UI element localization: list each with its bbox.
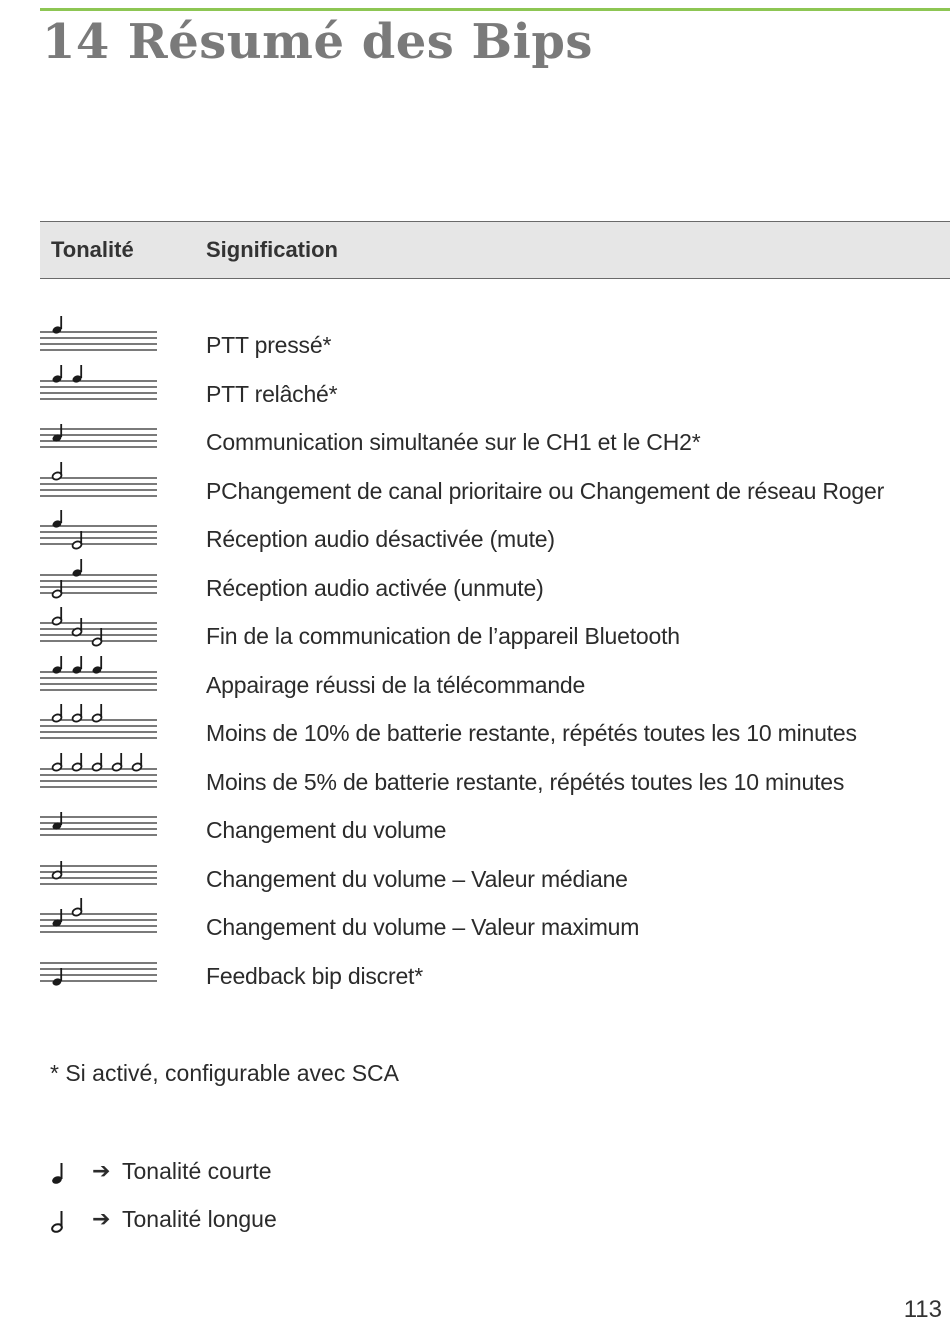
- long-note-icon: [72, 531, 83, 550]
- long-note-icon: [52, 704, 63, 723]
- tone-staff: [40, 510, 160, 554]
- row-meaning: Feedback bip discret*: [206, 962, 423, 989]
- long-note-icon: [52, 607, 63, 626]
- table-row: [40, 381, 950, 421]
- tone-staff: [40, 365, 160, 409]
- long-note-icon: [112, 753, 123, 772]
- row-meaning: Appairage réussi de la télécommande: [206, 671, 586, 698]
- row-meaning: Réception audio activée (unmute): [206, 574, 544, 601]
- row-meaning: Moins de 5% de batterie restante, répétés toutes les 10 minutes: [206, 768, 845, 795]
- tone-staff: [40, 850, 160, 894]
- long-note-icon: [92, 753, 103, 772]
- legend-short-label: Tonalité courte: [122, 1158, 272, 1184]
- table-row: [40, 623, 950, 663]
- row-meaning: Fin de la communication de l’appareil Bluetooth: [206, 623, 680, 649]
- page-number: 113: [903, 1296, 942, 1323]
- row-meaning: PTT pressé*: [206, 332, 332, 358]
- table-header: [40, 221, 950, 279]
- long-note-icon: [72, 898, 83, 917]
- table-row: [40, 332, 950, 372]
- table-row: [40, 526, 950, 566]
- table-row: [40, 866, 950, 906]
- short-note-icon: [52, 909, 63, 928]
- long-note-icon: [72, 704, 83, 723]
- tone-staff: [40, 704, 160, 748]
- tone-staff: [40, 316, 160, 360]
- chapter-number: 14: [42, 14, 110, 70]
- long-note-icon: [72, 618, 83, 637]
- long-note-icon: [52, 462, 63, 481]
- page-title: [42, 14, 593, 70]
- tone-staff: [40, 413, 160, 457]
- column-header-meaning: Signification: [206, 237, 338, 262]
- short-note-icon: [52, 812, 63, 831]
- table-row: [40, 478, 950, 518]
- tone-staff: [40, 559, 160, 603]
- footnote: * Si activé, configurable avec SCA: [50, 1060, 400, 1086]
- long-note-icon: [72, 753, 83, 772]
- tone-staff: [40, 947, 160, 991]
- table-row: [40, 914, 950, 954]
- row-meaning: PChangement de canal prioritaire ou Changement de réseau Roger: [206, 477, 885, 504]
- row-meaning: Changement du volume – Valeur médiane: [206, 865, 628, 892]
- long-note-icon: [92, 628, 103, 647]
- short-note-icon: [52, 424, 63, 443]
- tone-staff: [40, 753, 160, 797]
- long-note-icon: [52, 753, 63, 772]
- table-row: [40, 672, 950, 712]
- long-note-icon: [50, 1208, 70, 1234]
- row-meaning: Changement du volume – Valeur maximum: [206, 914, 640, 940]
- row-meaning: Réception audio désactivée (mute): [206, 526, 555, 552]
- arrow-icon: ➔: [92, 1158, 111, 1183]
- short-note-icon: [52, 968, 63, 987]
- tone-staff: [40, 801, 160, 845]
- table-row: [40, 769, 950, 809]
- top-rule: [40, 8, 950, 11]
- long-note-icon: [92, 704, 103, 723]
- tone-staff: [40, 898, 160, 942]
- tone-staff: [40, 656, 160, 700]
- long-note-icon: [52, 580, 63, 599]
- table-row: [40, 429, 950, 469]
- tone-staff: [40, 462, 160, 506]
- row-meaning: PTT relâché*: [206, 380, 338, 407]
- table-row: [40, 575, 950, 615]
- table-row: [40, 963, 950, 1003]
- table-row: [40, 720, 950, 760]
- row-meaning: Changement du volume: [206, 817, 447, 843]
- short-note-icon: [50, 1160, 70, 1186]
- row-meaning: Moins de 10% de batterie restante, répétés toutes les 10 minutes: [206, 720, 857, 746]
- column-header-tone: Tonalité: [51, 237, 134, 262]
- row-meaning: Communication simultanée sur le CH1 et le CH2*: [206, 429, 701, 455]
- long-note-icon: [52, 861, 63, 880]
- table-row: [40, 817, 950, 857]
- legend-long-label: Tonalité longue: [122, 1206, 277, 1232]
- long-note-icon: [132, 753, 143, 772]
- arrow-icon: ➔: [92, 1206, 111, 1231]
- tone-staff: [40, 607, 160, 651]
- chapter-title: Résumé des Bips: [127, 14, 593, 70]
